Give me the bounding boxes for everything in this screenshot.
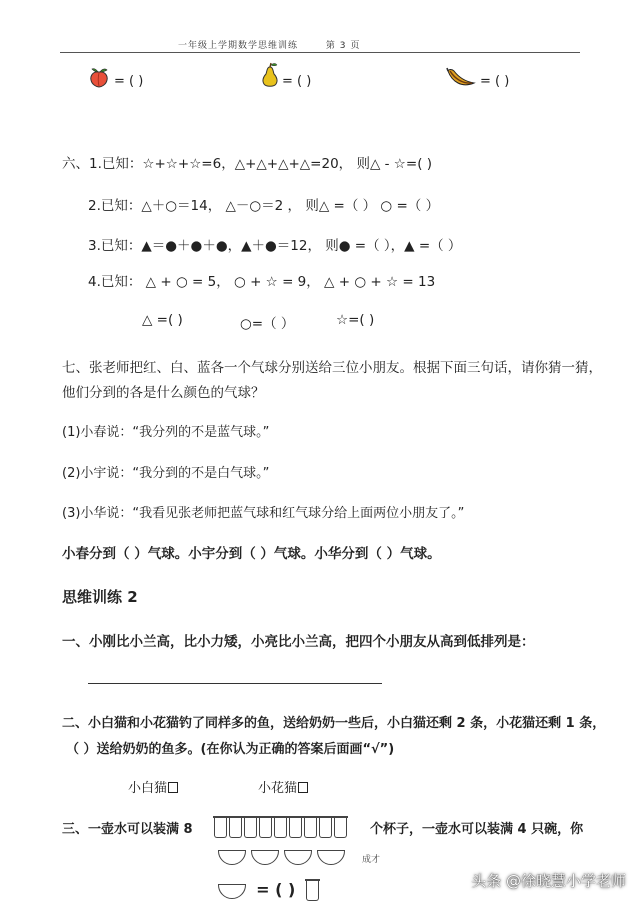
cup-icon [229,816,242,838]
q4-answer-star: ☆=( ) [336,312,375,328]
section7-intro-line2: 他们分到的各是什么颜色的气球？ [62,385,265,401]
q3-small-note: 成才 [362,855,381,865]
bowl-icon [218,884,246,899]
banana-item [446,66,510,94]
section7-intro-line1: 七、张老师把红、白、蓝各一个气球分别送给三位小朋友。根据下面三句话，请你猜一猜， [62,360,602,376]
pear-icon [260,62,280,88]
peach-item [88,66,144,92]
training2-title: 思维训练 2 [62,588,138,606]
bowl-icon [284,850,312,865]
q3-equation-text: = ( ) [256,880,296,899]
bowl-icon [218,850,246,865]
cups-group [214,816,349,842]
q3-equation [218,879,321,903]
q4-answer-circle: ○=（ ） [240,316,295,332]
option-flower-cat[interactable] [258,777,308,796]
training2-q3-end: 个杯子，一壶水可以装满 4 只碗，你 [370,822,584,837]
cup-icon [319,816,332,838]
section7-answer-line: 小春分到（ ）气球。小宇分到（ ）气球。小华分到（ ）气球。 [62,546,441,562]
header-title-text: 一年级上学期数学思维训练 [178,41,299,51]
option-white-cat[interactable] [128,777,178,796]
bowls-group [218,850,350,869]
training2-q3-start: 三、一壶水可以装满 8 [62,822,193,837]
bowl-icon [317,850,345,865]
section7-statement2: (2)小宇说：“我分到的不是白气球。” [62,466,270,481]
section7-statement3: (3)小华说：“我看见张老师把蓝气球和红气球分给上面两位小朋友了。” [62,506,465,521]
peach-equation: = ( ) [114,74,144,89]
header-divider [60,52,580,53]
section7-statement1: (1)小春说：“我分列的不是蓝气球。” [62,425,270,440]
checkbox-flower-cat[interactable] [298,782,308,793]
cup-icon [304,816,317,838]
checkbox-white-cat[interactable] [168,782,178,793]
section6-q2: 2.已知：△＋○＝14， △－○＝2 ， 则△ =（ ） ○ =（ ） [88,198,440,214]
q1-answer-line[interactable] [88,683,382,684]
pear-item [260,62,312,92]
cup-icon [306,879,319,901]
section6-q3: 3.已知：▲＝●＋●＋●，▲＋●＝12， 则● =（ ），▲ =（ ） [88,238,462,254]
section6-q1: 六、1.已知：☆+☆+☆=6，△+△+△+△=20， 则△ - ☆=( ) [62,156,433,172]
q4-answer-triangle: △ =( ) [142,312,183,328]
training2-q1: 一、小刚比小兰高，比小力矮，小亮比小兰高，把四个小朋友从高到低排列是： [62,634,535,650]
bowl-icon [251,850,279,865]
training2-q2-line2: （ ）送给奶奶的鱼多。(在你认为正确的答案后面画“√”) [66,742,395,757]
cup-icon [244,816,257,838]
cup-icon [289,816,302,838]
section6-q4: 4.已知： △ + ○ = 5， ○ + ☆ = 9， △ + ○ + ☆ = 13 [88,274,436,290]
cup-icon [334,816,347,838]
peach-icon [88,66,110,88]
banana-icon [446,66,476,90]
option-flower-cat-label: 小花猫 [258,781,298,796]
cup-icon [214,816,227,838]
banana-equation: = ( ) [480,74,510,89]
cup-icon [259,816,272,838]
header-title [178,38,360,51]
option-white-cat-label: 小白猫 [128,781,168,796]
training2-q2-line1: 二、小白猫和小花猫钓了同样多的鱼，送给奶奶一些后，小白猫还剩 2 条，小花猫还剩 1 条， [62,716,606,731]
cup-icon [274,816,287,838]
watermark: 头条 @徐晓慧小学老师 [471,872,626,890]
pear-equation: = ( ) [282,74,312,89]
header-page: 第 3 页 [325,41,361,51]
